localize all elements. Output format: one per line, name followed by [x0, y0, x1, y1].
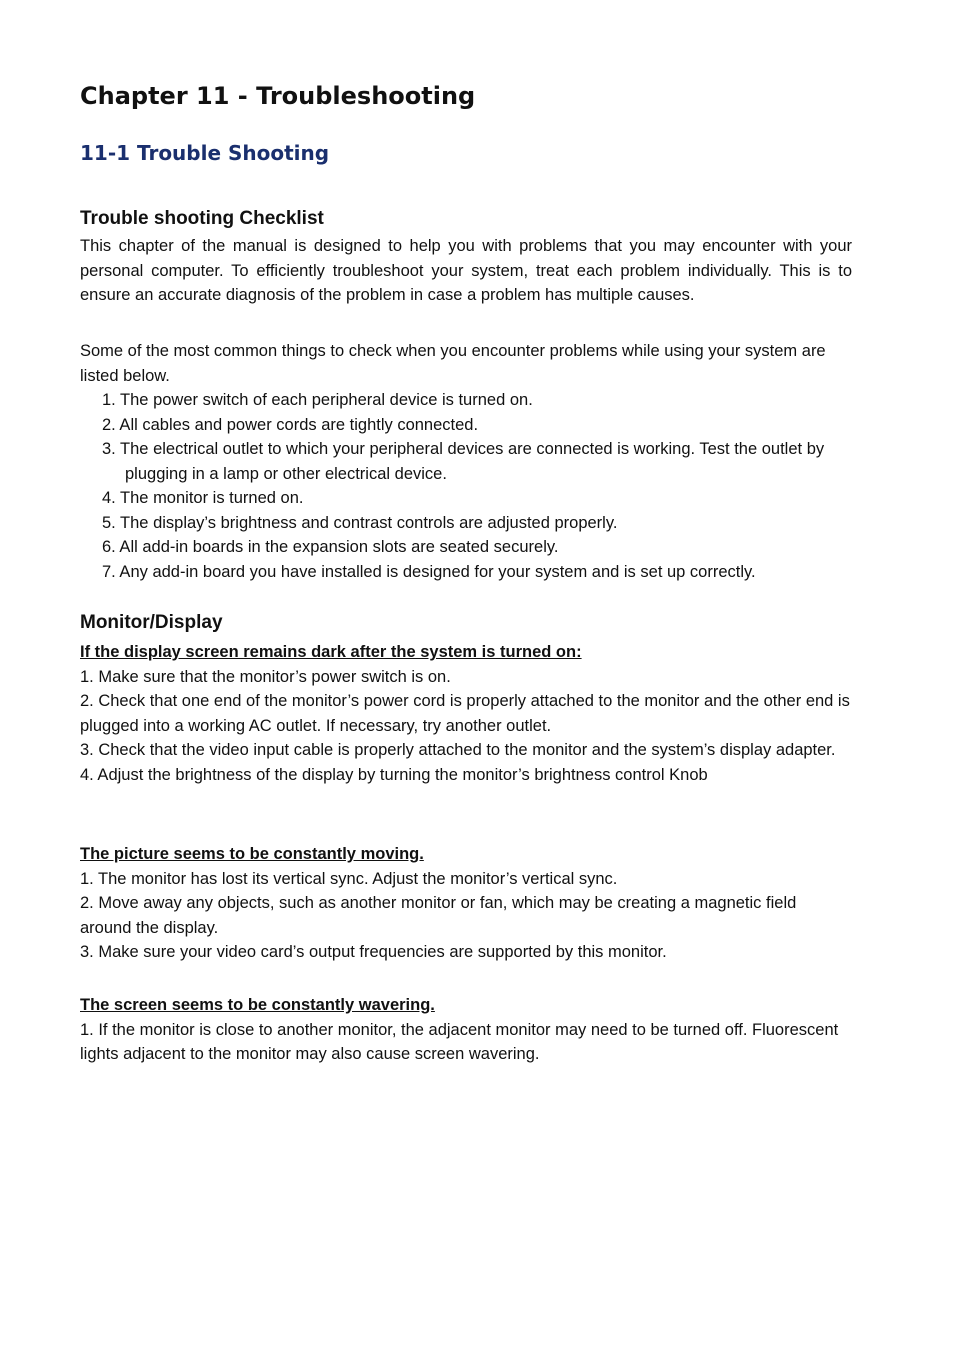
monitor-section: [80, 611, 852, 787]
monitor-group-dark-screen: [80, 640, 852, 787]
group-line: 1. Make sure that the monitor’s power switch is on.: [80, 667, 451, 686]
checklist-heading: Trouble shooting Checklist: [80, 208, 324, 229]
checklist-lead: Some of the most common things to check when you encounter problems while using your system are listed below.: [80, 342, 826, 385]
group-line: 2. Move away any objects, such as another monitor or fan, which may be creating a magnetic field around the display.: [80, 894, 797, 937]
monitor-heading: Monitor/Display: [80, 612, 223, 633]
checklist-intro: This chapter of the manual is designed to help you with problems that you may encounter with your personal computer. To efficiently troubleshoot your system, treat each problem individually. This is to ensure an accurate diagnosis of the problem in case a problem has multiple causes.: [80, 237, 852, 304]
list-item: 6. All add-in boards in the expansion slots are seated securely.: [102, 538, 559, 556]
list-item: 4. The monitor is turned on.: [102, 489, 304, 507]
group-line: 3. Make sure your video card’s output frequencies are supported by this monitor.: [80, 943, 667, 961]
group-title: The picture seems to be constantly moving.: [80, 845, 424, 863]
list-item: 7. Any add-in board you have installed is designed for your system and is set up correctly.: [102, 562, 756, 581]
group-line: 3. Check that the video input cable is properly attached to the monitor and the system’s display adapter.: [80, 741, 836, 759]
group-line: 1. The monitor has lost its vertical sync. Adjust the monitor’s vertical sync.: [80, 869, 618, 888]
group-line: 4. Adjust the brightness of the display by turning the monitor’s brightness control Knob: [80, 765, 708, 784]
section-title: 11-1 Trouble Shooting: [80, 141, 330, 165]
checklist-items: [80, 388, 852, 584]
group-title: If the display screen remains dark after the system is turned on:: [80, 643, 582, 661]
chapter-title: Chapter 11 - Troubleshooting: [80, 82, 476, 110]
monitor-group-wavering: [80, 993, 852, 1067]
checklist-list-block: [80, 339, 852, 584]
list-item: 5. The display’s brightness and contrast controls are adjusted properly.: [102, 513, 618, 532]
list-item: 3. The electrical outlet to which your peripheral devices are connected is working. Test the outlet by plugging in a lamp or other electrical device.: [102, 440, 825, 483]
monitor-group-moving: [80, 842, 852, 965]
list-item: 2. All cables and power cords are tightly connected.: [102, 415, 479, 434]
list-item: 1. The power switch of each peripheral device is turned on.: [102, 391, 533, 409]
checklist-section: [80, 207, 852, 308]
group-title: The screen seems to be constantly wavering.: [80, 996, 435, 1014]
group-line: 2. Check that one end of the monitor’s power cord is properly attached to the monitor and the other end is plugged into a working AC outlet. If necessary, try another outlet.: [80, 692, 850, 735]
group-line: 1. If the monitor is close to another monitor, the adjacent monitor may need to be turned off. Fluorescent lights adjacent to the monitor may also cause screen wavering.: [80, 1020, 839, 1063]
